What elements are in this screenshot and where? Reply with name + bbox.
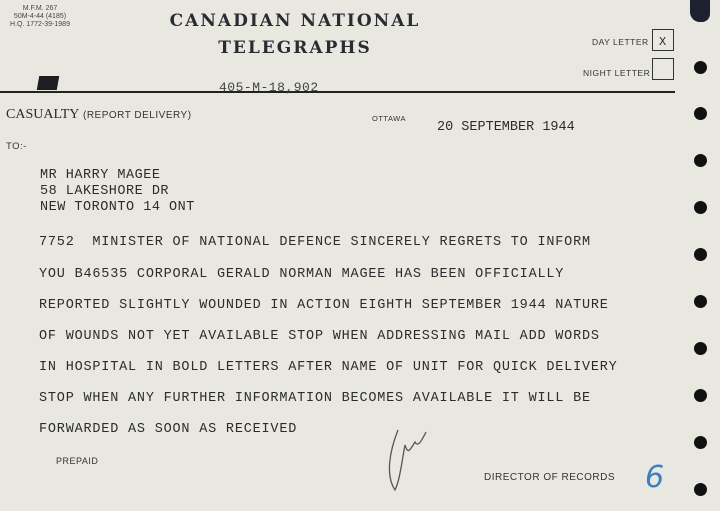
feed-hole — [694, 389, 707, 402]
address-line: NEW TORONTO 14 ONT — [40, 200, 195, 215]
ink-blot — [37, 76, 59, 90]
company-name-2: TELEGRAPHS — [218, 38, 372, 58]
form-code-line: H.Q. 1772-39-1989 — [10, 21, 70, 28]
address-line: MR HARRY MAGEE — [40, 168, 161, 183]
feed-hole — [694, 61, 707, 74]
feed-hole — [694, 107, 707, 120]
message-line: FORWARDED AS SOON AS RECEIVED — [39, 422, 298, 437]
message-line: REPORTED SLIGHTLY WOUNDED IN ACTION EIGHTH SEPTEMBER 1944 NATURE — [39, 298, 609, 313]
message-line: IN HOSPITAL IN BOLD LETTERS AFTER NAME OF UNIT FOR QUICK DELIVERY — [39, 360, 618, 375]
day-letter-checkbox[interactable] — [652, 29, 674, 51]
telegram-type: CASUALTY — [6, 107, 80, 122]
message-line: YOU B46535 CORPORAL GERALD NORMAN MAGEE HAS BEEN OFFICIALLY — [39, 267, 565, 282]
night-letter-label: NIGHT LETTER — [583, 68, 651, 78]
handwritten-initials — [380, 420, 430, 495]
feed-hole — [694, 248, 707, 261]
message-line: STOP WHEN ANY FURTHER INFORMATION BECOMES AVAILABLE IT WILL BE — [39, 391, 591, 406]
night-letter-checkbox[interactable] — [652, 58, 674, 80]
feed-hole — [694, 201, 707, 214]
message-line: OF WOUNDS NOT YET AVAILABLE STOP WHEN ADDRESSING MAIL ADD WORDS — [39, 329, 600, 344]
day-letter-label: DAY LETTER — [592, 37, 649, 47]
form-code-line: 50M-4-44 (4185) — [13, 13, 67, 20]
form-code-line: M.F.M. 267 — [22, 5, 58, 12]
feed-hole — [694, 154, 707, 167]
prepaid-label: PREPAID — [56, 456, 99, 466]
recipient-address — [40, 168, 195, 216]
feed-hole — [694, 483, 707, 496]
company-name: CANADIAN NATIONAL — [169, 11, 421, 31]
header-rule — [0, 91, 675, 93]
address-line: 58 LAKESHORE DR — [40, 184, 170, 199]
signatory: DIRECTOR OF RECORDS — [484, 472, 615, 483]
telegram-type-note: (REPORT DELIVERY) — [83, 110, 192, 121]
form-code — [10, 5, 70, 29]
feed-hole — [694, 342, 707, 355]
origin: OTTAWA — [372, 114, 406, 123]
message-line: 7752 MINISTER OF NATIONAL DEFENCE SINCERELY REGRETS TO INFORM — [39, 235, 591, 250]
ink-corner — [690, 0, 710, 22]
feed-hole — [694, 295, 707, 308]
date: 20 SEPTEMBER 1944 — [437, 120, 575, 135]
day-letter-mark: X — [659, 35, 667, 49]
to-label: TO:- — [6, 141, 27, 152]
handwritten-number: 6 — [645, 460, 665, 495]
feed-hole — [694, 436, 707, 449]
telegram-number: 405-M-18,902 — [219, 80, 319, 95]
